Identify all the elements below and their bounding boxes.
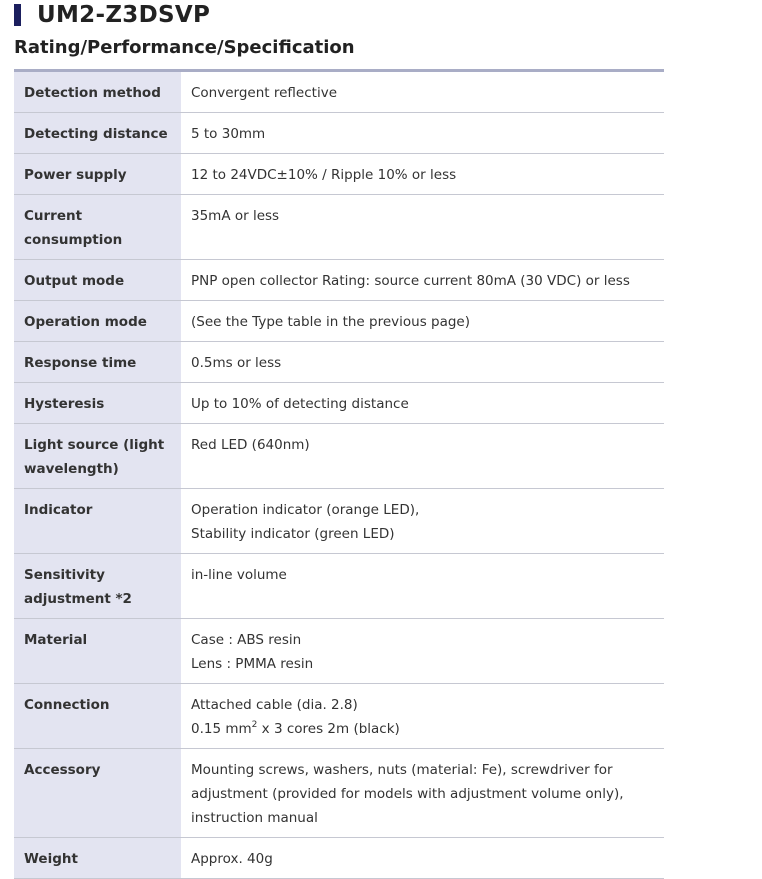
spec-value: 0.5ms or less [181, 342, 664, 383]
section-title: Rating/Performance/Specification [14, 37, 355, 58]
spec-label: Connection [14, 684, 181, 749]
spec-row-material [14, 619, 664, 684]
spec-label-line: Current [24, 208, 83, 224]
spec-row-power-supply [14, 154, 664, 195]
spec-value [181, 619, 664, 684]
spec-value [181, 749, 664, 838]
spec-row-operation-mode [14, 301, 664, 342]
spec-row-accessory [14, 749, 664, 838]
spec-row-hysteresis [14, 383, 664, 424]
spec-value-line: Lens : PMMA resin [191, 656, 314, 672]
spec-row-light-source [14, 424, 664, 489]
spec-label-line: wavelength) [24, 461, 119, 477]
spec-label-line: Sensitivity [24, 567, 105, 583]
spec-value-line [191, 717, 654, 741]
cable-superscript: 2 [251, 720, 258, 730]
spec-value: 5 to 30mm [181, 113, 664, 154]
spec-row-weight [14, 838, 664, 879]
spec-value: in-line volume [181, 554, 664, 619]
spec-row-sensitivity-adjustment [14, 554, 664, 619]
spec-row-current-consumption [14, 195, 664, 260]
spec-label: Detecting distance [14, 113, 181, 154]
spec-value: (See the Type table in the previous page) [181, 301, 664, 342]
page-header [14, 2, 210, 28]
cable-suffix: x 3 cores 2m (black) [257, 721, 400, 737]
spec-row-indicator [14, 489, 664, 554]
spec-value-line: Mounting screws, washers, nuts (material: Fe), screwdriver for [191, 762, 613, 778]
spec-value [181, 489, 664, 554]
spec-label: Operation mode [14, 301, 181, 342]
spec-label: Detection method [14, 71, 181, 113]
spec-label [14, 424, 181, 489]
spec-value-line: Stability indicator (green LED) [191, 526, 395, 542]
spec-label [14, 195, 181, 260]
spec-value: 12 to 24VDC±10% / Ripple 10% or less [181, 154, 664, 195]
spec-value-line: Case : ABS resin [191, 632, 302, 648]
spec-value [181, 684, 664, 749]
spec-label: Response time [14, 342, 181, 383]
spec-value-line: Attached cable (dia. 2.8) [191, 697, 358, 713]
spec-label-line: consumption [24, 232, 123, 248]
spec-value: PNP open collector Rating: source current 80mA (30 VDC) or less [181, 260, 664, 301]
title-accent-bar [14, 4, 21, 26]
spec-row-detection-method [14, 71, 664, 113]
spec-value: Convergent reflective [181, 71, 664, 113]
spec-label-line: Light source (light [24, 437, 165, 453]
spec-value-line: instruction manual [191, 810, 318, 826]
spec-label: Accessory [14, 749, 181, 838]
spec-row-response-time [14, 342, 664, 383]
spec-label: Weight [14, 838, 181, 879]
spec-value: Approx. 40g [181, 838, 664, 879]
spec-table [14, 69, 664, 879]
spec-row-detecting-distance [14, 113, 664, 154]
spec-row-connection [14, 684, 664, 749]
spec-value-line: Operation indicator (orange LED), [191, 502, 420, 518]
spec-row-output-mode [14, 260, 664, 301]
spec-label: Power supply [14, 154, 181, 195]
spec-label: Hysteresis [14, 383, 181, 424]
spec-label [14, 554, 181, 619]
spec-value: 35mA or less [181, 195, 664, 260]
spec-label: Indicator [14, 489, 181, 554]
page-title: UM2-Z3DSVP [37, 2, 211, 28]
spec-label-line: adjustment *2 [24, 591, 132, 607]
cable-prefix: 0.15 mm [191, 721, 252, 737]
spec-label: Material [14, 619, 181, 684]
spec-value: Up to 10% of detecting distance [181, 383, 664, 424]
spec-value: Red LED (640nm) [181, 424, 664, 489]
spec-label: Output mode [14, 260, 181, 301]
spec-value-line: adjustment (provided for models with adjustment volume only), [191, 786, 624, 802]
